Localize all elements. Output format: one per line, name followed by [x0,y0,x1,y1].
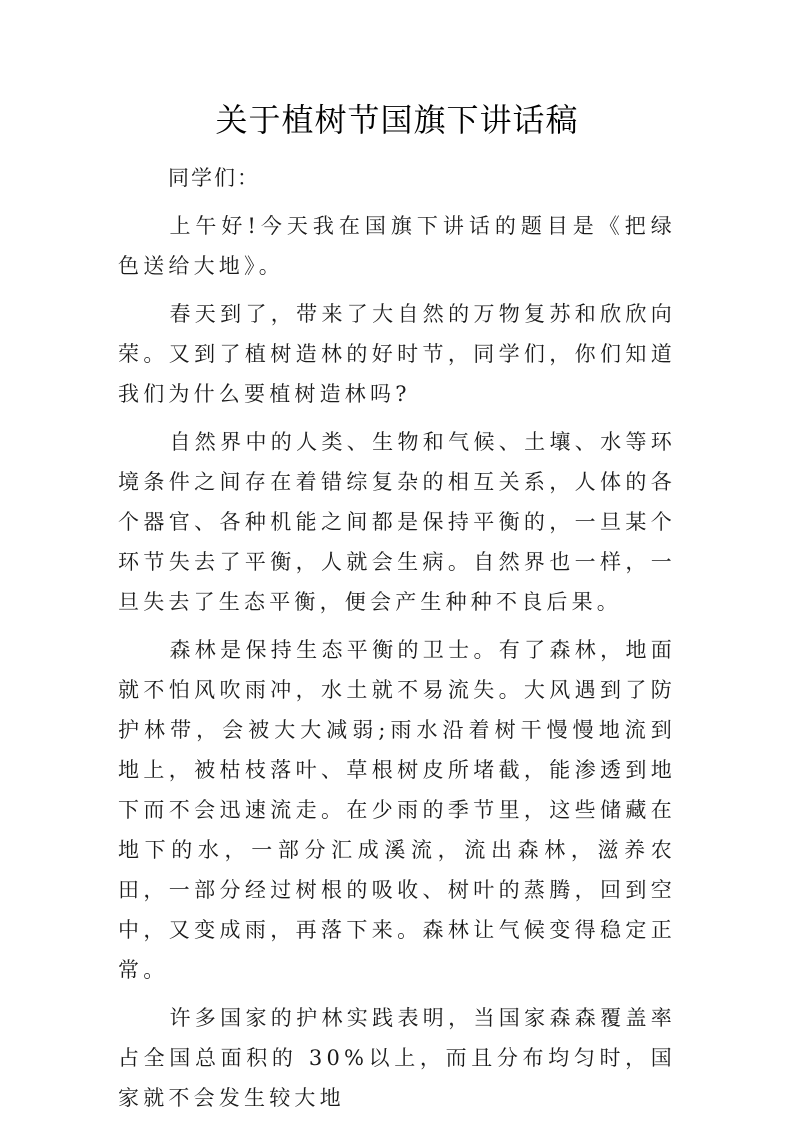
paragraph-3: 自然界中的人类、生物和气候、土壤、水等环境条件之间存在着错综复杂的相互关系，人体的各个器官、各种机能之间都是保持平衡的，一旦某个环节失去了平衡，人就会生病。自然界也一样，一旦失去了生态平衡，便会产生种种不良后果。 [118,430,676,614]
document-title: 关于植树节国旗下讲话稿 [215,101,579,139]
paragraph-4: 森林是保持生态平衡的卫士。有了森林，地面就不怕风吹雨冲，水土就不易流失。大风遇到了防护林带，会被大大减弱;雨水沿着树干慢慢地流到地上，被枯枝落叶、草根树皮所堵截，能渗透到地下而不会迅速流走。在少雨的季节里，这些储藏在地下的水，一部分汇成溪流，流出森林，滋养农田，一部分经过树根的吸收、树叶的蒸腾，回到空中，又变成雨，再落下来。森林让气候变得稳定正常。 [118,638,676,982]
document-body [118,158,676,1126]
paragraph-2: 春天到了，带来了大自然的万物复苏和欣欣向荣。又到了植树造林的好时节，同学们，你们知道我们为什么要植树造林吗? [118,302,676,406]
paragraph-1: 上午好!今天我在国旗下讲话的题目是《把绿色送给大地》。 [118,214,676,278]
greeting: 同学们： [168,166,260,190]
paragraph-5: 许多国家的护林实践表明，当国家森森覆盖率占全国总面积的 30%以上，而且分布均匀时，国家就不会发生较大地 [118,1006,676,1110]
